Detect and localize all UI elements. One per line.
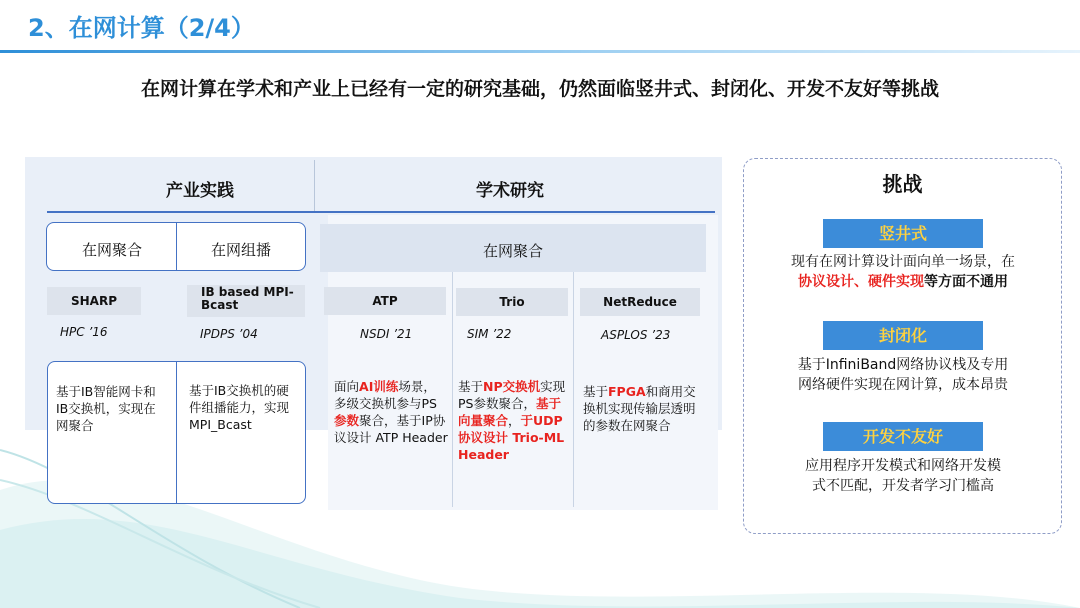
venue-nsdi21: NSDI ’21 bbox=[360, 327, 413, 341]
netreduce-description: 基于FPGA和商用交换机实现传输层透明的参数在网聚合 bbox=[583, 384, 696, 433]
challenge-desc-unfriendly: 应用程序开发模式和网络开发模 式不匹配，开发者学习门槛高 bbox=[805, 458, 1001, 495]
page-title: 2、在网计算（2/4） bbox=[28, 14, 255, 42]
challenge-badge-silo: 竖井式 bbox=[823, 219, 983, 248]
industry-category-aggregation: 在网聚合 bbox=[81, 241, 142, 259]
header-divider bbox=[314, 160, 315, 212]
challenge-badge-closed: 封闭化 bbox=[823, 321, 983, 350]
venue-hpc16: HPC ’16 bbox=[60, 325, 108, 339]
industry-description-divider bbox=[176, 361, 177, 504]
tag-ib-mpi-bcast: IB based MPI-Bcast bbox=[187, 285, 305, 317]
challenges-title: 挑战 bbox=[882, 172, 923, 196]
venue-sim22: SIM ’22 bbox=[467, 327, 512, 341]
academic-category-aggregation: 在网聚合 bbox=[482, 242, 543, 260]
tag-netreduce: NetReduce bbox=[580, 288, 700, 316]
academic-column-divider bbox=[573, 272, 574, 507]
industry-category-divider bbox=[176, 222, 177, 271]
challenge-badge-unfriendly: 开发不友好 bbox=[823, 422, 983, 451]
venue-asplos23: ASPLOS ’23 bbox=[601, 328, 671, 342]
sharp-description: 基于IB智能网卡和IB交换机，实现在网聚合 bbox=[56, 384, 156, 433]
mpi-bcast-description: 基于IB交换机的硬件组播能力，实现MPI_Bcast bbox=[189, 383, 290, 432]
tag-atp: ATP bbox=[324, 287, 446, 315]
challenge-desc-silo: 现有在网计算设计面向单一场景，在 协议设计、硬件实现等方面不通用 bbox=[791, 254, 1015, 291]
title-underline bbox=[0, 50, 1080, 53]
venue-ipdps04: IPDPS ’04 bbox=[200, 327, 258, 341]
header-underline bbox=[47, 211, 715, 213]
tag-sharp: SHARP bbox=[47, 287, 141, 315]
industry-category-multicast: 在网组播 bbox=[210, 241, 271, 259]
industry-column-header: 产业实践 bbox=[166, 181, 234, 201]
page-subtitle: 在网计算在学术和产业上已经有一定的研究基础，仍然面临竖井式、封闭化、开发不友好等挑战 bbox=[140, 78, 939, 100]
challenge-desc-closed: 基于InfiniBand网络协议栈及专用 网络硬件实现在网计算，成本昂贵 bbox=[797, 357, 1009, 394]
atp-description: 面向AI训练场景，多级交换机参与PS参数聚合，基于IP协议设计 ATP Header bbox=[334, 379, 448, 445]
tag-trio: Trio bbox=[456, 288, 568, 316]
academic-column-header: 学术研究 bbox=[476, 181, 544, 201]
academic-column-divider bbox=[452, 272, 453, 507]
trio-description: 基于NP交换机实现PS参数聚合，基于向量聚合，于UDP协议设计 Trio-ML Header bbox=[458, 379, 566, 462]
